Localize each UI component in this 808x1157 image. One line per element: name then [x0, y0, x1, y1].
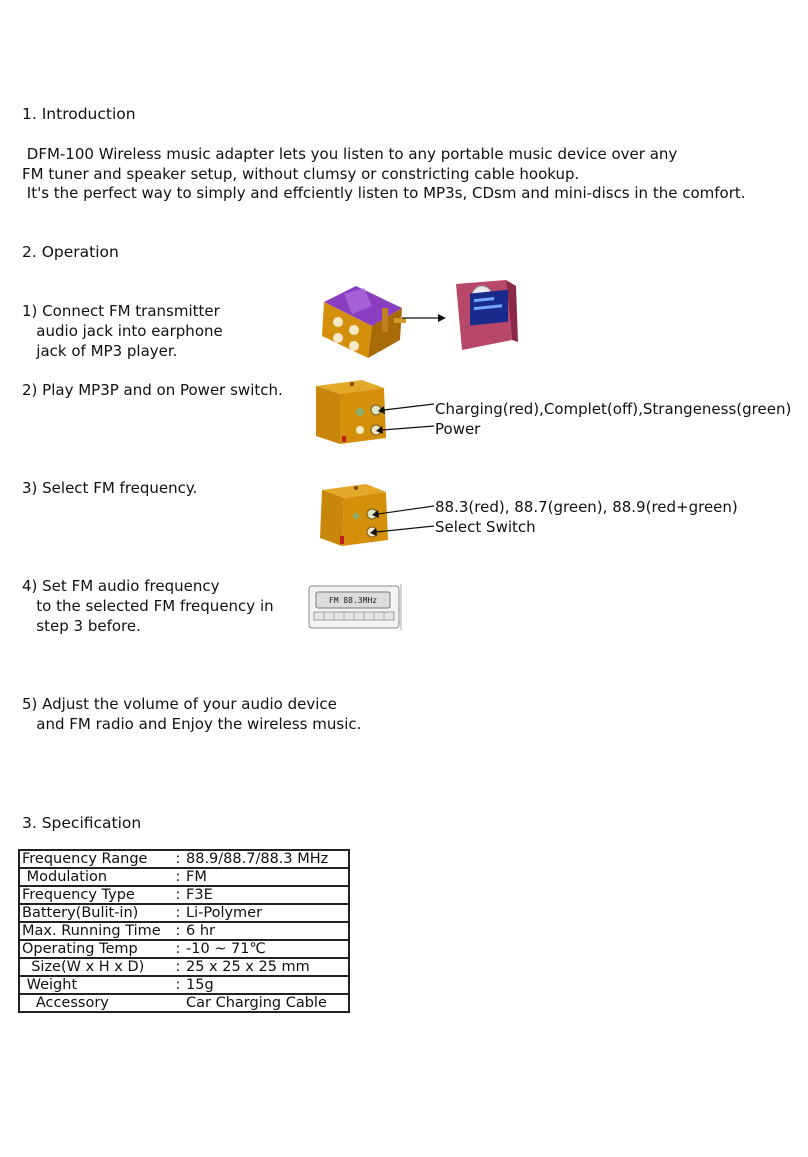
spec-value: Li-Polymer	[184, 904, 349, 922]
spec-value: F3E	[184, 886, 349, 904]
spec-label: Weight	[19, 976, 172, 994]
spec-label: Frequency Type	[19, 886, 172, 904]
table-row	[19, 868, 349, 886]
table-row	[19, 850, 349, 868]
table-row	[19, 976, 349, 994]
arrow-icon	[402, 314, 446, 322]
transmitter-cube-front-image	[316, 380, 386, 444]
radio-display-readout: FM 88.3MHz	[328, 596, 378, 605]
spec-value: 15g	[184, 976, 349, 994]
step2-line-1: 2) Play MP3P and on Power switch.	[22, 381, 283, 399]
spec-separator: :	[172, 940, 184, 958]
step1-illustration	[314, 280, 524, 360]
spec-separator: :	[172, 922, 184, 940]
spec-value: FM	[184, 868, 349, 886]
car-radio-image	[308, 582, 402, 632]
spec-value: -10 ~ 71℃	[184, 940, 349, 958]
spec-label: Size(W x H x D)	[19, 958, 172, 976]
step2-illustration	[312, 378, 444, 448]
step1-line-1: 1) Connect FM transmitter	[22, 302, 220, 320]
spec-value: 6 hr	[184, 922, 349, 940]
specification-table	[18, 849, 350, 1013]
spec-separator: :	[172, 886, 184, 904]
step5-line-1: 5) Adjust the volume of your audio device	[22, 695, 337, 713]
spec-separator: :	[172, 850, 184, 868]
spec-value: 25 x 25 x 25 mm	[184, 958, 349, 976]
step2-callout-2: Power	[435, 420, 481, 438]
mp3-player-image	[456, 280, 518, 350]
spec-value: 88.9/88.7/88.3 MHz	[184, 850, 349, 868]
spec-separator: :	[172, 976, 184, 994]
step3-callout-1: 88.3(red), 88.7(green), 88.9(red+green)	[435, 498, 738, 516]
step3-illustration	[316, 482, 444, 552]
step3-line-1: 3) Select FM frequency.	[22, 479, 198, 497]
specification-heading: 3. Specification	[22, 814, 142, 832]
spec-separator	[172, 994, 184, 1012]
step1-line-2: audio jack into earphone	[22, 322, 223, 340]
table-row	[19, 904, 349, 922]
spec-label: Max. Running Time	[19, 922, 172, 940]
spec-separator: :	[172, 958, 184, 976]
table-row	[19, 958, 349, 976]
step2-callout-1: Charging(red),Complet(off),Strangeness(green)	[435, 400, 792, 418]
spec-label: Modulation	[19, 868, 172, 886]
step3-callout-2: Select Switch	[435, 518, 536, 536]
spec-separator: :	[172, 904, 184, 922]
intro-line-3: It's the perfect way to simply and effciently listen to MP3s, CDsm and mini-discs in the comfort.	[22, 184, 746, 202]
spec-label: Accessory	[19, 994, 172, 1012]
table-row	[19, 994, 349, 1012]
table-row	[19, 886, 349, 904]
spec-label: Battery(Bulit-in)	[19, 904, 172, 922]
spec-label: Operating Temp	[19, 940, 172, 958]
intro-heading: 1. Introduction	[22, 105, 136, 123]
transmitter-cube-image	[322, 286, 406, 358]
step1-line-3: jack of MP3 player.	[22, 342, 178, 360]
intro-line-2: FM tuner and speaker setup, without clumsy or constricting cable hookup.	[22, 165, 580, 183]
step4-line-2: to the selected FM frequency in	[22, 597, 274, 615]
operation-heading: 2. Operation	[22, 243, 119, 261]
step4-line-3: step 3 before.	[22, 617, 141, 635]
step4-line-1: 4) Set FM audio frequency	[22, 577, 220, 595]
spec-separator: :	[172, 868, 184, 886]
step5-line-2: and FM radio and Enjoy the wireless music.	[22, 715, 362, 733]
intro-line-1: DFM-100 Wireless music adapter lets you listen to any portable music device over any	[22, 145, 678, 163]
table-row	[19, 940, 349, 958]
spec-label: Frequency Range	[19, 850, 172, 868]
spec-value: Car Charging Cable	[184, 994, 349, 1012]
table-row	[19, 922, 349, 940]
